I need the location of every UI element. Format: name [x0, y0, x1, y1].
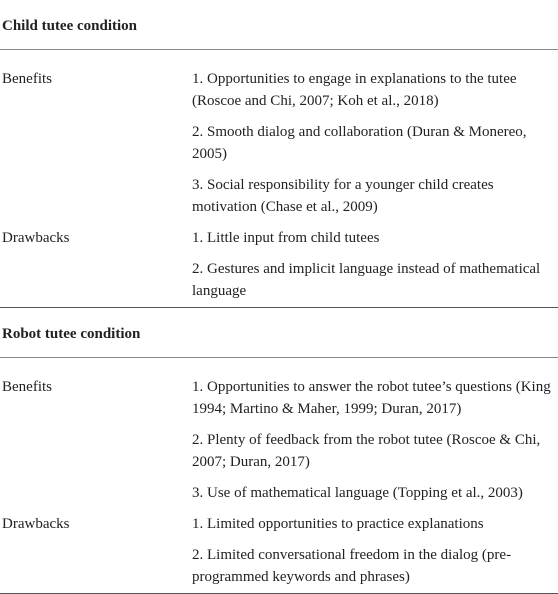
list-item: 3. Use of mathematical language (Topping et al., 2003)	[192, 485, 523, 501]
list-item: 1. Opportunities to engage in explanations to the tutee (Roscoe and Chi, 2007; Koh et al., 2018)	[192, 71, 517, 109]
drawbacks-row-child	[0, 227, 558, 307]
list-item: 1. Limited opportunities to practice explanations	[192, 516, 484, 532]
section-title-robot: Robot tutee condition	[2, 326, 141, 342]
benefits-label: Benefits	[2, 379, 52, 395]
list-item: 2. Smooth dialog and collaboration (Duran & Monereo, 2005)	[192, 124, 527, 162]
drawbacks-list	[192, 513, 558, 593]
drawbacks-label: Drawbacks	[2, 516, 70, 532]
divider	[0, 357, 558, 358]
list-item: 2. Gestures and implicit language instead of mathematical language	[192, 261, 541, 299]
drawbacks-list	[192, 227, 558, 307]
divider	[0, 49, 558, 50]
section-title-child: Child tutee condition	[2, 18, 138, 34]
list-item: 2. Limited conversational freedom in the dialog (pre-programmed keywords and phrases)	[192, 547, 512, 585]
benefits-list	[192, 376, 558, 513]
drawbacks-row-robot	[0, 513, 558, 593]
list-item: 2. Plenty of feedback from the robot tutee (Roscoe & Chi, 2007; Duran, 2017)	[192, 432, 541, 470]
list-item: 3. Social responsibility for a younger child creates motivation (Chase et al., 2009)	[192, 177, 494, 215]
benefits-row-child	[0, 68, 558, 227]
drawbacks-label: Drawbacks	[2, 230, 70, 246]
benefits-label: Benefits	[2, 71, 52, 87]
benefits-list	[192, 68, 558, 227]
list-item: 1. Opportunities to answer the robot tutee’s questions (King 1994; Martino & Maher, 1999; Duran, 2017)	[192, 379, 551, 417]
benefits-row-robot	[0, 376, 558, 513]
list-item: 1. Little input from child tutees	[192, 230, 380, 246]
